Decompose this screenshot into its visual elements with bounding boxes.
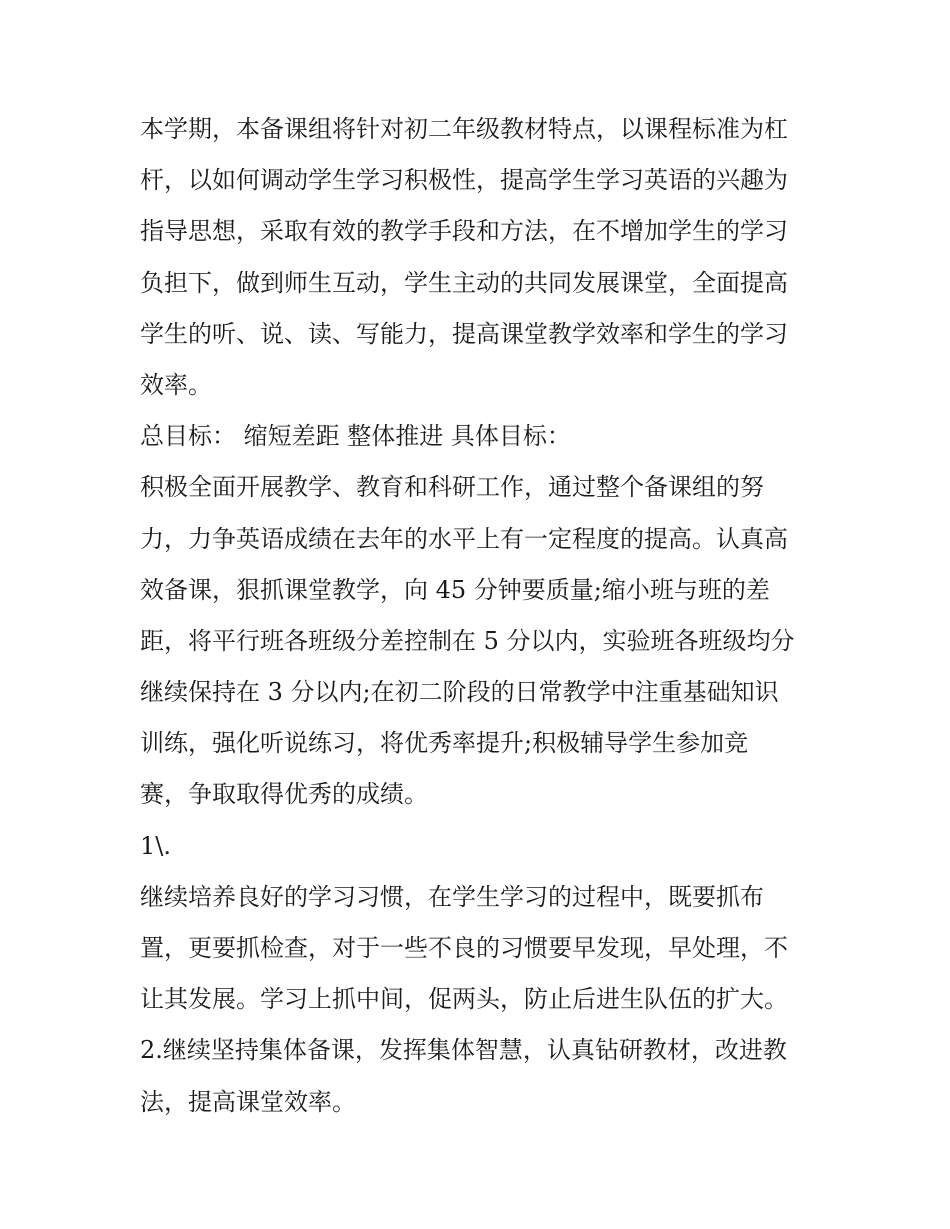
text-line: 继续保持在 3 分以内;在初二阶段的日常教学中注重基础知识 bbox=[140, 678, 779, 707]
text-line: 本学期，本备课组将针对初二年级教材特点，以课程标准为杠 bbox=[140, 115, 788, 143]
text-line: 效备课，狠抓课堂教学，向 45 分钟要质量;缩小班与班的差 bbox=[140, 575, 770, 604]
text-line: 继续培养良好的学习习惯，在学生学习的过程中，既要抓布 bbox=[140, 882, 764, 911]
text-line: 力，力争英语成绩在去年的水平上有一定程度的提高。认真高 bbox=[140, 524, 788, 553]
text-line: 置，更要抓检查，对于一些不良的习惯要早发现，早处理，不 bbox=[140, 934, 788, 962]
list-number: 1\. bbox=[140, 831, 171, 860]
text-line: 训练，强化听说练习，将优秀率提升;积极辅导学生参加竞 bbox=[140, 729, 749, 758]
text-line: 积极全面开展教学、教育和科研工作，通过整个备课组的努 bbox=[140, 473, 764, 502]
text-line: 学生的听、说、读、写能力，提高课堂教学效率和学生的学习 bbox=[140, 319, 788, 348]
text-line: 让其发展。学习上抓中间，促两头，防止后进生队伍的扩大。 bbox=[140, 985, 788, 1014]
text-line: 杆，以如何调动学生学习积极性，提高学生学习英语的兴趣为 bbox=[140, 166, 788, 195]
text-line: 指导思想，采取有效的教学手段和方法，在不增加学生的学习 bbox=[140, 217, 788, 246]
list-item: 2.继续坚持集体备课，发挥集体智慧，认真钻研教材，改进教 bbox=[140, 1036, 787, 1065]
text-line: 法，提高课堂效率。 bbox=[140, 1087, 356, 1116]
text-line: 效率。 bbox=[140, 370, 212, 399]
text-line: 距，将平行班各班级分差控制在 5 分以内，实验班各班级均分 bbox=[140, 626, 795, 655]
text-line: 赛，争取取得优秀的成绩。 bbox=[140, 780, 428, 809]
text-line: 负担下，做到师生互动，学生主动的共同发展课堂，全面提高 bbox=[140, 268, 788, 297]
section-heading: 总目标： 缩短差距 整体推进 具体目标： bbox=[140, 422, 571, 451]
document-body bbox=[140, 104, 820, 1128]
